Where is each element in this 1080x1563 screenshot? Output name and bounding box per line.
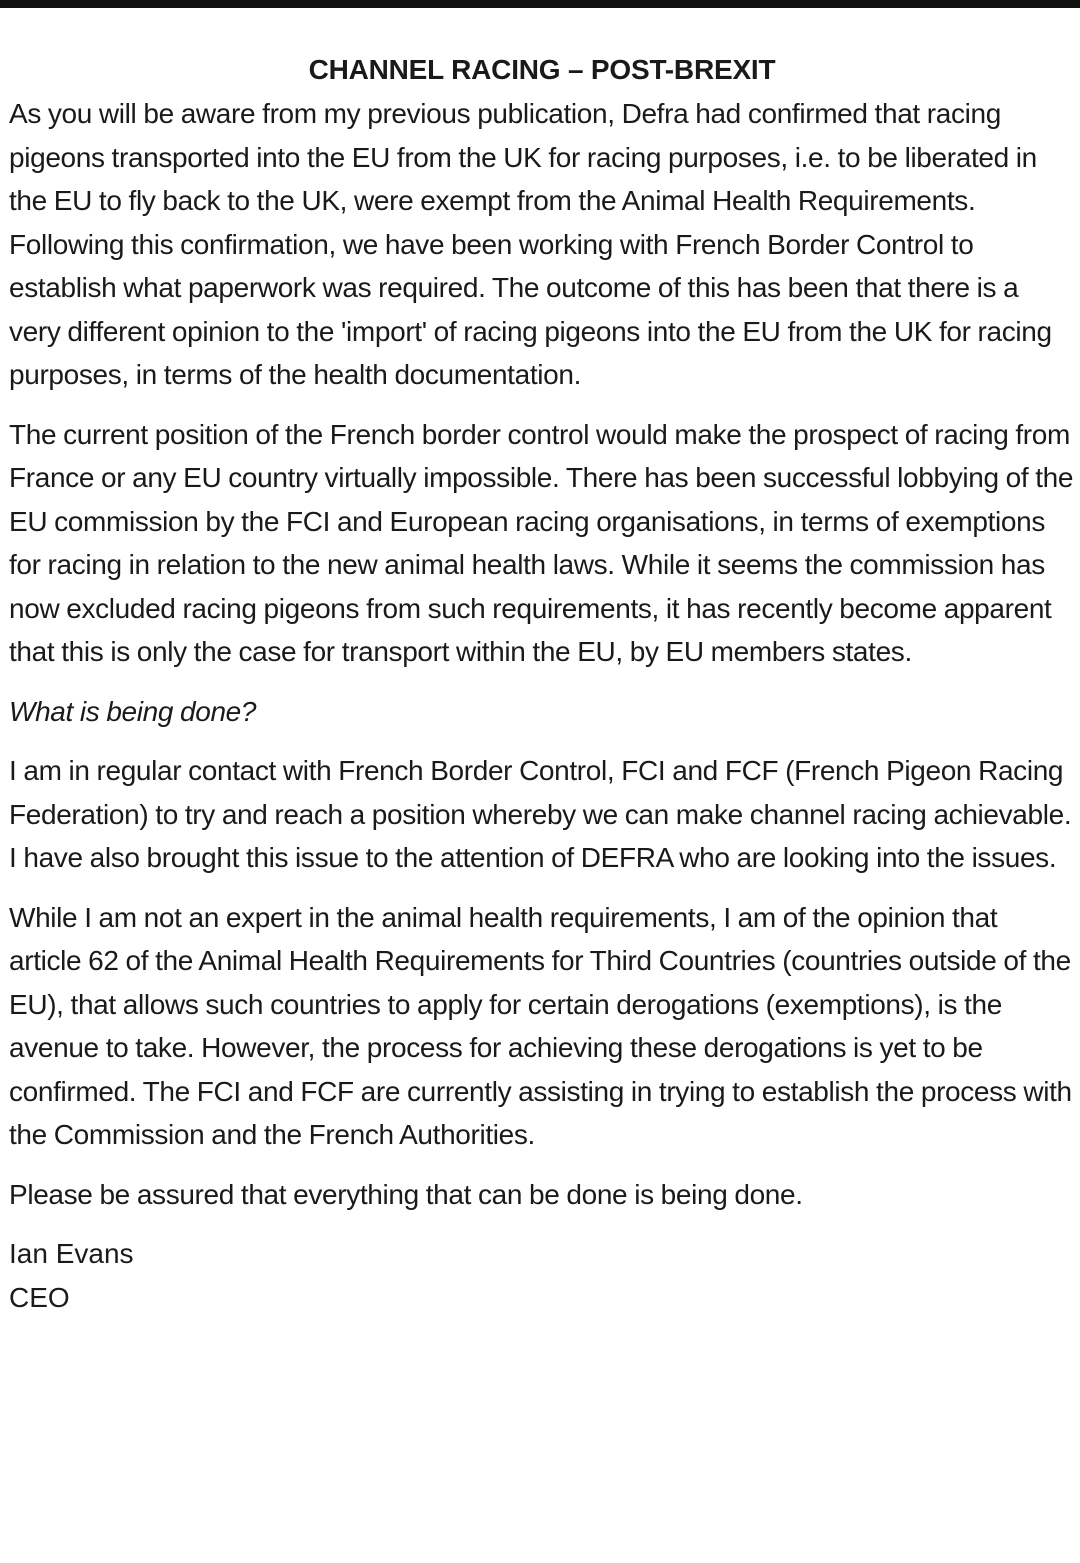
paragraph-french-border-position: The current position of the French border control would make the prospect of racing from France or any EU country virtually impossible. There has been successful lobbying of the EU commission by the FCI and European racing organisations, in terms of exemptions for racing in relation to the new animal health laws. While it seems the commission has now excluded racing pigeons from such requirements, it has recently become apparent that this is only the case for transport within the EU, by EU members states. xyxy=(9,418,1074,667)
signature-role: CEO xyxy=(9,1281,70,1313)
paragraph-regular-contact: I am in regular contact with French Border Control, FCI and FCF (French Pigeon Racing Federation) to try and reach a position whereby we can make channel racing achievable. I have also brought this issue to the attention of DEFRA who are looking into the issues. xyxy=(9,755,1072,873)
paragraph-defra-exemption: As you will be aware from my previous publication, Defra had confirmed that racing pigeons transported into the EU from the UK for racing purposes, i.e. to be liberated in the EU to fly back to the UK, were exempt from the Animal Health Requirements. Following this confirmation, we have been working with French Border Control to establish what paperwork was required. The outcome of this has been that there is a very different opinion to the 'import' of racing pigeons into the EU from the UK for racing purposes, in terms of the health documentation. xyxy=(9,98,1052,390)
letter-document xyxy=(9,50,1075,1319)
section-heading-what-is-being-done: What is being done? xyxy=(9,695,257,727)
paragraph-article-62: While I am not an expert in the animal health requirements, I am of the opinion that article 62 of the Animal Health Requirements for Third Countries (countries outside of the EU), that allows such countries to apply for certain derogations (exemptions), is the avenue to take. However, the process for achieving these derogations is yet to be confirmed. The FCI and FCF are currently assisting in trying to establish the process with the Commission and the French Authorities. xyxy=(9,901,1072,1150)
signature-name: Ian Evans xyxy=(9,1238,134,1269)
top-border xyxy=(0,0,1080,8)
document-title: CHANNEL RACING – POST-BREXIT xyxy=(308,54,776,85)
paragraph-assurance: Please be assured that everything that can be done is being done. xyxy=(9,1178,803,1210)
